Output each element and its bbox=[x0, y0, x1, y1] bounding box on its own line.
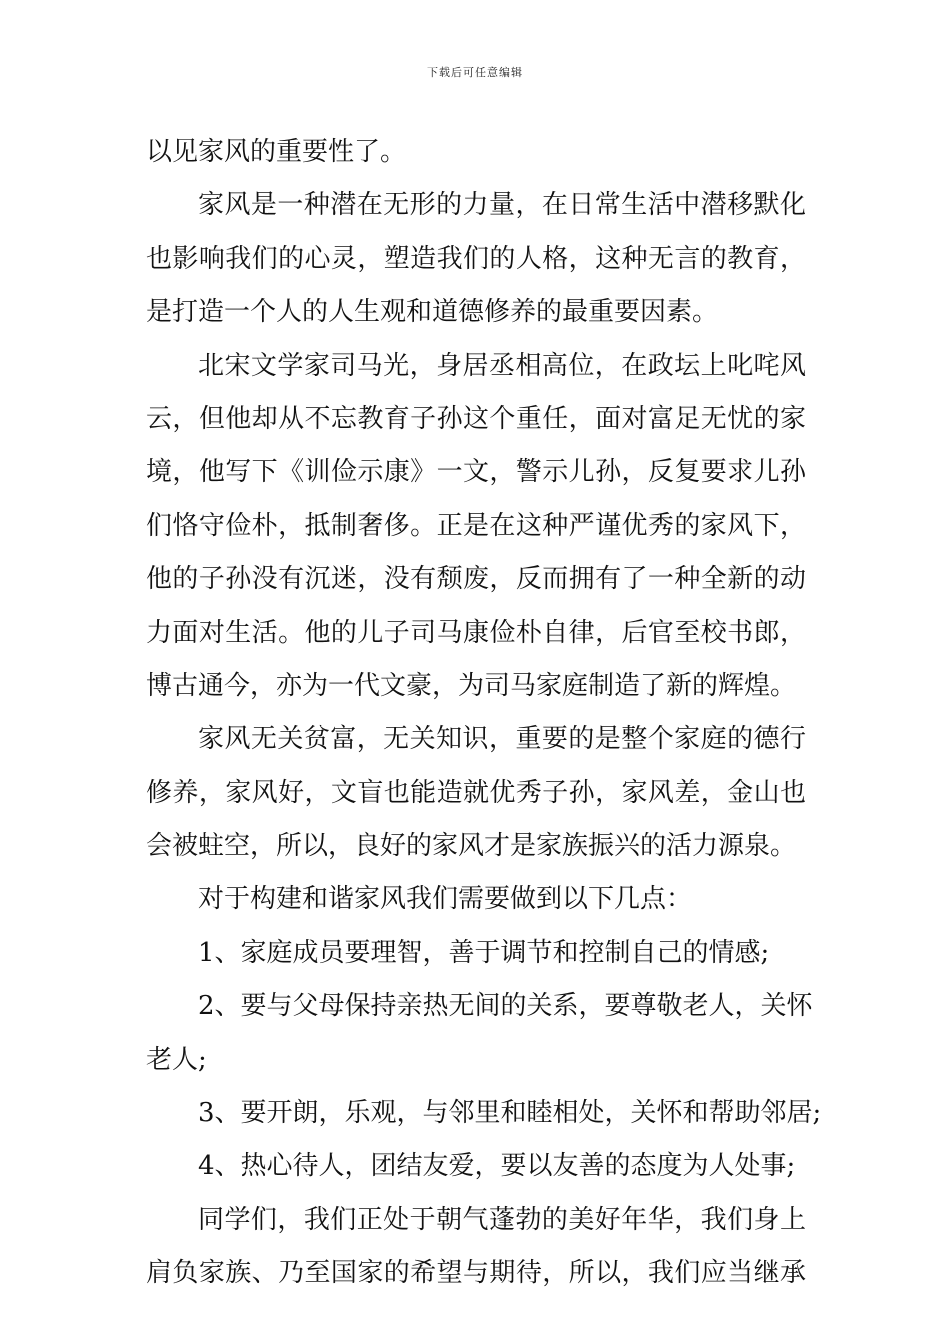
text-line: 肩负家族、乃至国家的希望与期待，所以，我们应当继承 bbox=[146, 1258, 806, 1289]
text-line: 3、要开朗，乐观，与邻里和睦相处，关怀和帮助邻居; bbox=[198, 1098, 822, 1129]
text-line: 博古通今，亦为一代文豪，为司马家庭制造了新的辉煌。 bbox=[146, 670, 797, 701]
text-line: 同学们，我们正处于朝气蓬勃的美好年华，我们身上 bbox=[198, 1204, 806, 1235]
text-line: 2、要与父母保持亲热无间的关系，要尊敬老人，关怀 bbox=[198, 991, 813, 1022]
text-line: 会被蛀空，所以，良好的家风才是家族振兴的活力源泉。 bbox=[146, 831, 797, 862]
text-line: 力面对生活。他的儿子司马康俭朴自律，后官至校书郎， bbox=[146, 617, 806, 648]
text-line: 4、热心待人，团结友爱，要以友善的态度为人处事; bbox=[198, 1151, 796, 1182]
document-body bbox=[146, 126, 822, 1301]
text-line: 老人; bbox=[146, 1044, 207, 1075]
text-line: 北宋文学家司马光，身居丞相高位，在政坛上叱咤风 bbox=[198, 350, 806, 381]
text-line: 们恪守俭朴，抵制奢侈。正是在这种严谨优秀的家风下， bbox=[146, 510, 806, 541]
text-line: 家风是一种潜在无形的力量，在日常生活中潜移默化 bbox=[198, 190, 806, 221]
text-line: 对于构建和谐家风我们需要做到以下几点： bbox=[198, 884, 693, 915]
text-line: 云，但他却从不忘教育子孙这个重任，面对富足无忧的家 bbox=[146, 403, 806, 434]
text-line: 家风无关贫富，无关知识，重要的是整个家庭的德行 bbox=[198, 724, 806, 755]
text-line: 也影响我们的心灵，塑造我们的人格，这种无言的教育， bbox=[146, 243, 806, 274]
text-line: 1、家庭成员要理智，善于调节和控制自己的情感; bbox=[198, 937, 770, 968]
text-line: 境，他写下《训俭示康》一文，警示儿孙，反复要求儿孙 bbox=[146, 457, 806, 488]
text-line: 修养，家风好，文盲也能造就优秀子孙，家风差，金山也 bbox=[146, 777, 806, 808]
text-line: 以见家风的重要性了。 bbox=[146, 137, 407, 167]
page-header: 下载后可任意编辑 bbox=[427, 66, 523, 79]
text-line: 他的子孙没有沉迷，没有颓废，反而拥有了一种全新的动 bbox=[146, 564, 806, 595]
text-line: 是打造一个人的人生观和道德修养的最重要因素。 bbox=[146, 297, 719, 328]
